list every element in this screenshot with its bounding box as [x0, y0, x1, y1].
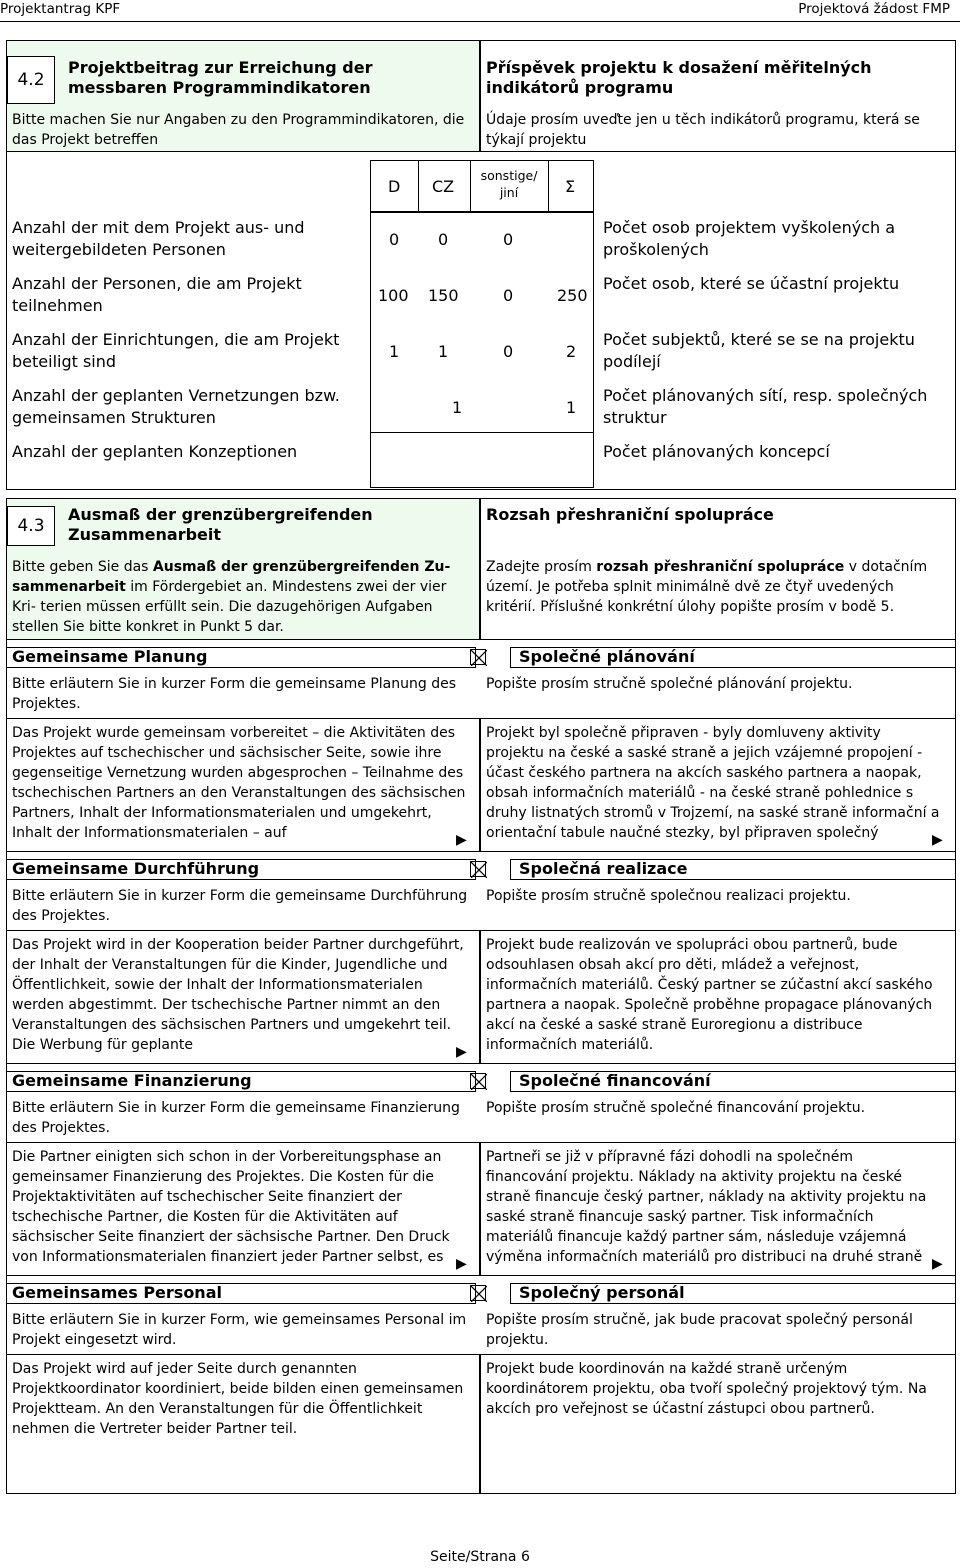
cell-cz: 150 [428, 286, 459, 305]
row-label-de: Anzahl der mit dem Projekt aus- und weitergebildeten Personen [12, 218, 305, 259]
cell-d: 1 [389, 342, 400, 361]
section-title-de: Ausmaß der grenzübergreifenden Zusammenarbeit [68, 505, 373, 544]
criterion-checkbox[interactable] [470, 1073, 486, 1089]
table-values [370, 212, 594, 488]
criterion-text-cz: Projekt bude koordinován na každé straně určeným koordinátorem projektu, oba tvoří společný projektový tým. Na akcích pro veřejnost se účastní zástupci obou partnerů. [486, 1361, 927, 1417]
criterion-checkbox[interactable] [470, 861, 486, 877]
cell-sum: 1 [566, 398, 577, 417]
criterion-text-de: Das Projekt wird auf jeder Seite durch genannten Projektkoordinator koordiniert, beide bilden einen gemeinsamen Projektteam. An den Veranstaltungen für die Öffentlichkeit nehmen die Vertreter beider Partner teil. [12, 1361, 464, 1437]
cell-sum: 250 [557, 286, 588, 305]
criterion-prompt-cz: Popište prosím stručně společné plánování projektu. [486, 676, 853, 692]
criterion-title-cz: Společná realizace [519, 859, 688, 878]
cell-sum: 2 [566, 342, 577, 361]
criterion-title-de: Gemeinsame Finanzierung [12, 1071, 252, 1090]
continue-arrow-icon[interactable]: ▶ [456, 832, 467, 848]
criterion-prompt-cz: Popište prosím stručně, jak bude pracovat společný personál projektu. [486, 1312, 913, 1348]
criterion-prompt-cz: Popište prosím stručně společnou realizaci projektu. [486, 888, 851, 904]
criterion-text-cz: Partneři se již v přípravné fázi dohodli na společném financování projektu. Náklady na aktivity projektu na české straně financuje český partner, náklady na aktivity projektu na saské straně financuje saský partner. Tisk informačních materiálů financuje každý partner sám, následuje vzájemná výměna informačních materiálů pro distribuci na druhé straně [486, 1149, 927, 1265]
instructions-de: Bitte geben Sie das Ausmaß der grenzübergreifenden Zu- sammenarbeit im Fördergebiet an. Mindestens zwei der vier Kri- terien müssen erfüllt sein. Die dazugehörigen Aufgaben stellen Sie bitte konkret in Punkt 5 dar. [12, 559, 451, 635]
cell-cz: 1 [452, 398, 463, 417]
cell-d: 100 [378, 286, 409, 305]
table-header-divider [470, 160, 471, 212]
row-label-de: Anzahl der geplanten Konzeptionen [12, 442, 298, 461]
instructions-cz: Zadejte prosím rozsah přeshraniční spolupráce v dotačním území. Je potřeba splnit minimálně dvě ze čtyř uvedených kritérií. Příslušné konkrétní úlohy popište prosím v bodě 5. [486, 559, 928, 615]
row-divider [370, 432, 594, 433]
row-label-cz: Počet plánovaných koncepcí [603, 442, 830, 461]
cell-other: 0 [503, 286, 514, 305]
criterion-title-cz: Společné plánování [519, 647, 695, 666]
instructions-de: Bitte machen Sie nur Angaben zu den Programmindikatoren, die das Projekt betreffen [12, 112, 465, 148]
row-label-cz: Počet subjektů, které se se na projektu podílejí [603, 330, 915, 371]
criterion-title-cz: Společné financování [519, 1071, 711, 1090]
criterion-checkbox[interactable] [470, 649, 486, 665]
continue-arrow-icon[interactable]: ▶ [932, 1256, 943, 1272]
criterion-prompt-de: Bitte erläutern Sie in kurzer Form die gemeinsame Finanzierung des Projektes. [12, 1100, 460, 1136]
criterion-text-cz: Projekt bude realizován ve spolupráci obou partnerů, bude odsouhlasen obsah akcí pro děti, mládež a veřejnost, informačních materiálů. Český partner se zúčastní akcí saského partnera a naopak. Společně proběhne propagace plánovaných akcí na české a saské straně Euroregionu a distribuce informačních materiálů. [486, 937, 933, 1053]
header-left: Projektantrag KPF [0, 1, 121, 17]
instructions-cz: Údaje prosím uveďte jen u těch indikátorů programu, která se týkají projektu [486, 112, 920, 148]
continue-arrow-icon[interactable]: ▶ [456, 1044, 467, 1060]
cell-other: 0 [503, 230, 514, 249]
criterion-title-de: Gemeinsame Planung [12, 647, 208, 666]
column-header-d: D [388, 177, 401, 196]
table-header-divider [548, 160, 549, 212]
row-label-cz: Počet osob projektem vyškolených a proškolených [603, 218, 896, 259]
criterion-prompt-de: Bitte erläutern Sie in kurzer Form die gemeinsame Durchführung des Projektes. [12, 888, 468, 924]
continue-arrow-icon[interactable]: ▶ [932, 832, 943, 848]
criterion-text-cz: Projekt byl společně připraven - byly domluveny aktivity projektu na české a saské straně a jejich vzájemné propojení - účast českého partnera na akcích saského partnera a naopak, obsah informačních materiálů - na české straně pohlednice s druhy listnatých stromů v Trojzemí, na saské straně informační a orientační tabule naučné stezky, byl připraven společný [486, 725, 940, 841]
row-label-de: Anzahl der Personen, die am Projekt teilnehmen [12, 274, 302, 315]
table-header-divider [418, 160, 419, 212]
header-rule [0, 21, 960, 22]
row-label-de: Anzahl der Einrichtungen, die am Projekt beteiligt sind [12, 330, 340, 371]
section-title-cz: Rozsah přeshraniční spolupráce [486, 505, 774, 524]
column-header-sum: Σ [565, 177, 576, 196]
criterion-title-de: Gemeinsames Personal [12, 1283, 222, 1302]
row-label-cz: Počet osob, které se účastní projektu [603, 274, 900, 293]
row-label-cz: Počet plánovaných sítí, resp. společných struktur [603, 386, 928, 427]
section-title-cz: Příspěvek projektu k dosažení měřitelných indikátorů programu [486, 58, 872, 97]
criterion-title-cz: Společný personál [519, 1283, 685, 1302]
section-number: 4.2 [7, 56, 55, 104]
column-header-other: sonstige/ jiní [480, 168, 538, 200]
cell-cz: 0 [438, 230, 449, 249]
row-label-de: Anzahl der geplanten Vernetzungen bzw. gemeinsamen Strukturen [12, 386, 340, 427]
criterion-title-de: Gemeinsame Durchführung [12, 859, 260, 878]
column-header-cz: CZ [432, 177, 455, 196]
criterion-prompt-de: Bitte erläutern Sie in kurzer Form die gemeinsame Planung des Projektes. [12, 676, 457, 712]
criterion-prompt-de: Bitte erläutern Sie in kurzer Form, wie gemeinsames Personal im Projekt eingesetzt wird. [12, 1312, 467, 1348]
cell-d: 0 [389, 230, 400, 249]
cell-other: 0 [503, 342, 514, 361]
criterion-text-de: Das Projekt wurde gemeinsam vorbereitet – die Aktivitäten des Projektes auf tschechischer und sächsischer Seite, sowie ihre gegenseitige Vernetzung wurden abgesprochen – Teilnahme des tschechischen Partners an den Veranstaltungen des sächsischen Partners, Inhalt der Informationsmaterialen und umgekehrt, Inhalt der Informationsmaterialen – auf [12, 725, 466, 841]
header-right: Projektová žádost FMP [798, 1, 950, 17]
continue-arrow-icon[interactable]: ▶ [456, 1256, 467, 1272]
cell-cz: 1 [438, 342, 449, 361]
page-number: Seite/Strana 6 [430, 1549, 530, 1565]
criterion-prompt-cz: Popište prosím stručně společné financování projektu. [486, 1100, 866, 1116]
criterion-text-de: Die Partner einigten sich schon in der Vorbereitungsphase an gemeinsamer Finanzierung des Projektes. Die Kosten für die Projektaktivitäten auf tschechischer Seite finanziert der tschechische Partner, die Kosten für die Aktivitäten auf sächsischer Seite finanziert der sächsische Partner. Den Druck von Informationsmaterialen finanziert jeder Partner selbst, es [12, 1149, 450, 1265]
section-title-de: Projektbeitrag zur Erreichung der messbaren Programmindikatoren [68, 58, 373, 97]
criterion-checkbox[interactable] [470, 1285, 486, 1301]
section-number: 4.3 [7, 506, 55, 546]
criterion-text-de: Das Projekt wird in der Kooperation beider Partner durchgeführt, der Inhalt der Veranstaltungen für die Kinder, Jugendliche und Öffentlichkeit, sowie der Inhalt der Informationsmaterialen werden abgestimmt. Der tschechische Partner nimmt an den Veranstaltungen des sächsischen Partners und umgekehrt teil. Die Werbung für geplante [12, 937, 464, 1053]
